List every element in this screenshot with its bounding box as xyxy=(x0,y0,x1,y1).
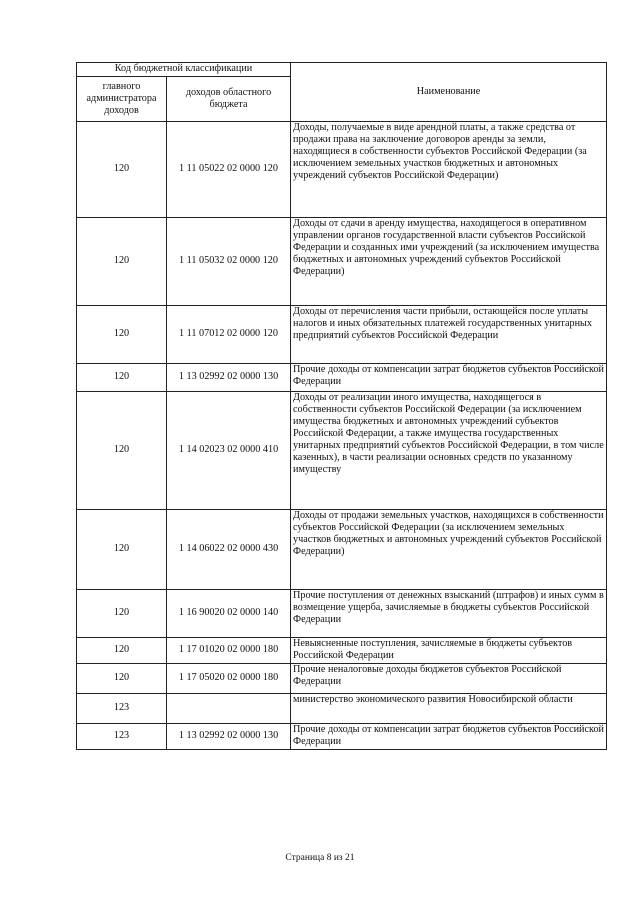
admin-code-cell: 123 xyxy=(77,694,167,724)
name-cell: министерство экономического развития Новосибирской области xyxy=(291,694,607,724)
table-row xyxy=(77,694,607,724)
table-row xyxy=(77,590,607,638)
name-cell: Прочие доходы от компенсации затрат бюджетов субъектов Российской Федерации xyxy=(291,364,607,392)
name-cell: Прочие доходы от компенсации затрат бюджетов субъектов Российской Федерации xyxy=(291,724,607,750)
table-row xyxy=(77,510,607,590)
table-row xyxy=(77,664,607,694)
table-row xyxy=(77,218,607,306)
income-code-cell: 1 11 07012 02 0000 120 xyxy=(167,306,291,364)
income-code-cell: 1 11 05032 02 0000 120 xyxy=(167,218,291,306)
header-admin: главного администратора доходов xyxy=(77,77,167,122)
header-group-code: Код бюджетной классификации xyxy=(77,63,291,77)
admin-code-cell: 120 xyxy=(77,218,167,306)
admin-code-cell: 120 xyxy=(77,306,167,364)
income-code-cell xyxy=(167,694,291,724)
income-code-cell: 1 16 90020 02 0000 140 xyxy=(167,590,291,638)
table-row xyxy=(77,306,607,364)
name-cell: Невыясненные поступления, зачисляемые в бюджеты субъектов Российской Федерации xyxy=(291,638,607,664)
admin-code-cell: 120 xyxy=(77,510,167,590)
table-row xyxy=(77,638,607,664)
name-cell: Доходы от реализации иного имущества, находящегося в собственности субъектов Российской Федерации (за исключением имущества бюджетных и автономных учреждений субъектов Российской Федерации, а также имущества государственных унитарных предприятий субъектов Российской Федерации, в том числе казенных), в части реализации основных средств по указанному имуществу xyxy=(291,392,607,510)
table-header xyxy=(77,63,607,122)
admin-code-cell: 120 xyxy=(77,392,167,510)
table-body xyxy=(77,122,607,750)
admin-code-cell: 120 xyxy=(77,364,167,392)
table-row xyxy=(77,392,607,510)
name-cell: Доходы, получаемые в виде арендной платы, а также средства от продажи права на заключение договоров аренды за земли, находящиеся в собственности субъектов Российской Федерации (за исключением земельных участков бюджетных и автономных учреждений субъектов Российской Федерации) xyxy=(291,122,607,218)
header-income: доходов областного бюджета xyxy=(167,77,291,122)
income-code-cell: 1 13 02992 02 0000 130 xyxy=(167,364,291,392)
income-code-cell: 1 11 05022 02 0000 120 xyxy=(167,122,291,218)
admin-code-cell: 120 xyxy=(77,638,167,664)
income-code-cell: 1 14 02023 02 0000 410 xyxy=(167,392,291,510)
header-name: Наименование xyxy=(291,63,607,122)
income-code-cell: 1 14 06022 02 0000 430 xyxy=(167,510,291,590)
admin-code-cell: 123 xyxy=(77,724,167,750)
name-cell: Прочие поступления от денежных взысканий (штрафов) и иных сумм в возмещение ущерба, зачисляемые в бюджеты субъектов Российской Федерации xyxy=(291,590,607,638)
income-code-cell: 1 17 05020 02 0000 180 xyxy=(167,664,291,694)
admin-code-cell: 120 xyxy=(77,590,167,638)
income-code-cell: 1 17 01020 02 0000 180 xyxy=(167,638,291,664)
table-row xyxy=(77,724,607,750)
name-cell: Прочие неналоговые доходы бюджетов субъектов Российской Федерации xyxy=(291,664,607,694)
admin-code-cell: 120 xyxy=(77,664,167,694)
income-code-cell: 1 13 02992 02 0000 130 xyxy=(167,724,291,750)
table-row xyxy=(77,364,607,392)
admin-code-cell: 120 xyxy=(77,122,167,218)
name-cell: Доходы от перечисления части прибыли, остающейся после уплаты налогов и иных обязательных платежей государственных унитарных предприятий субъектов Российской Федерации xyxy=(291,306,607,364)
name-cell: Доходы от сдачи в аренду имущества, находящегося в оперативном управлении органов государственной власти субъектов Российской Федерации и созданных ими учреждений (за исключением имущества бюджетных и автономных учреждений субъектов Российской Федерации) xyxy=(291,218,607,306)
budget-classification-table xyxy=(76,62,607,750)
page-number: Страница 8 из 21 xyxy=(285,853,355,863)
table-row xyxy=(77,122,607,218)
name-cell: Доходы от продажи земельных участков, находящихся в собственности субъектов Российской Федерации (за исключением земельных участков бюджетных и автономных учреждений субъектов Российской Федерации) xyxy=(291,510,607,590)
